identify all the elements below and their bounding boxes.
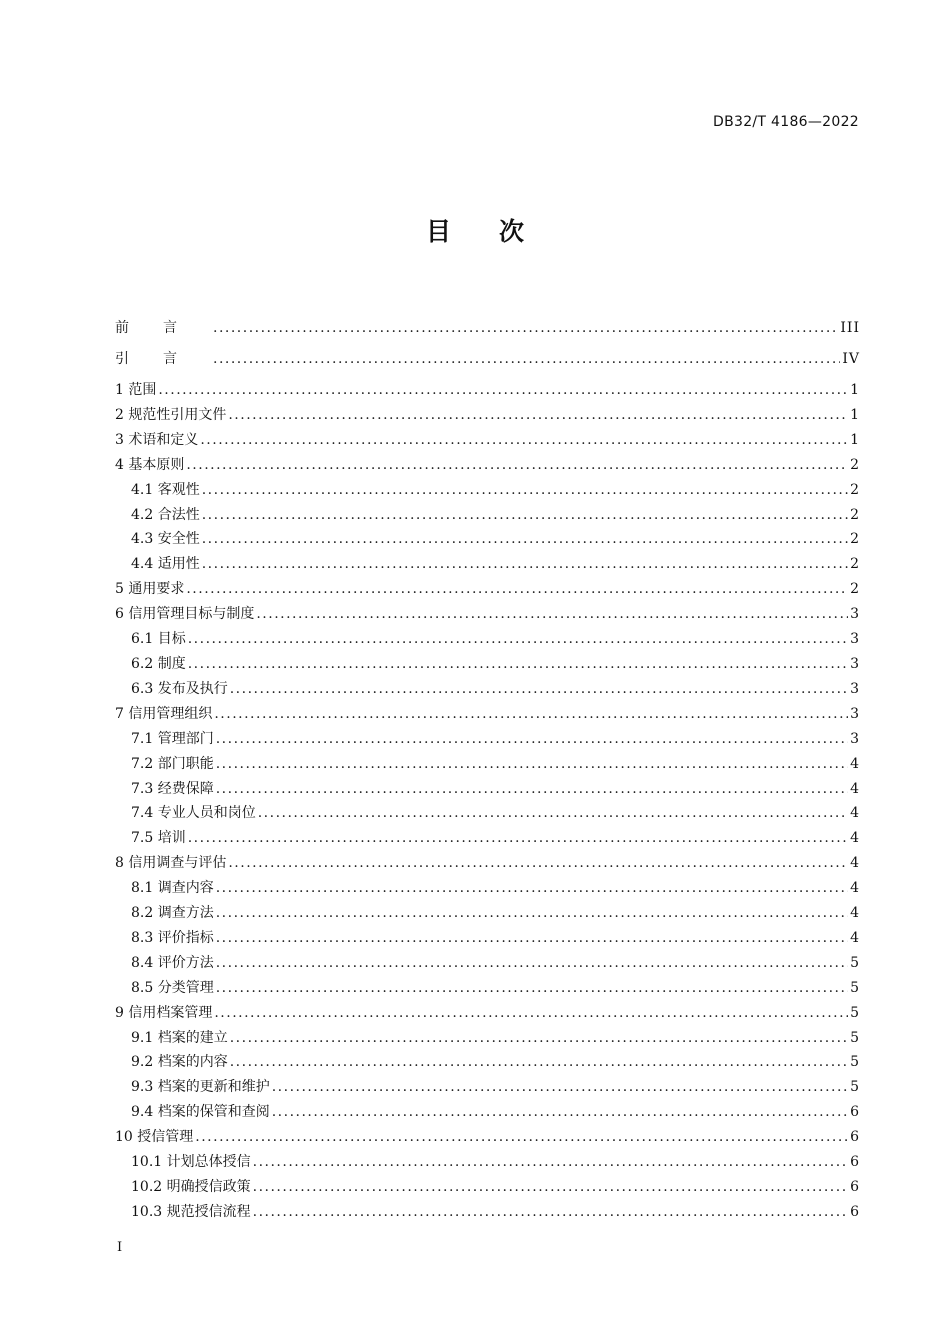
document-code: DB32/T 4186—2022: [713, 114, 859, 130]
toc-entry-page: 4: [850, 755, 860, 772]
toc-leader-dots: [216, 777, 848, 802]
toc-entry-label: 8.1 调查内容: [131, 880, 214, 897]
toc-entry-page: 4: [850, 855, 860, 872]
toc-entry-label: 9.1 档案的建立: [131, 1029, 228, 1046]
toc-entry-label: 7.1 管理部门: [131, 730, 214, 747]
toc-entry[interactable]: [115, 677, 860, 702]
toc-leader-dots: [228, 851, 848, 876]
toc-entry-page: 1: [850, 431, 860, 448]
footer-page-number: I: [117, 1240, 123, 1255]
toc-entry-page: 6: [850, 1129, 860, 1146]
toc-entry-page: 2: [850, 481, 860, 498]
toc-entry[interactable]: [115, 403, 860, 428]
toc-entry[interactable]: [115, 1001, 860, 1026]
toc-entry-page: 5: [850, 1079, 860, 1096]
toc-entry-label: 5 通用要求: [115, 581, 185, 598]
toc-entry-label: 9.4 档案的保管和查阅: [131, 1104, 270, 1121]
toc-entry-label: 8.2 调查方法: [131, 905, 214, 922]
toc-leader-dots: [200, 428, 848, 453]
toc-leader-dots: [272, 1100, 848, 1125]
toc-entry-page: 2: [850, 556, 860, 573]
toc-entry[interactable]: [115, 926, 860, 951]
toc-entry[interactable]: [115, 702, 860, 727]
toc-entry-page: 1: [850, 382, 860, 398]
toc-entry-page: 3: [850, 631, 860, 648]
toc-entry-page: 4: [850, 880, 860, 897]
toc-entry-label: 6.1 目标: [131, 631, 186, 648]
toc-entry-label: 10.3 规范授信流程: [131, 1203, 251, 1220]
toc-entry-page: 4: [850, 830, 860, 847]
toc-entry-label: 9.3 档案的更新和维护: [131, 1079, 270, 1096]
toc-entry[interactable]: [115, 428, 860, 453]
toc-entry-label: 8.5 分类管理: [131, 979, 214, 996]
toc-entry-page: III: [840, 320, 860, 336]
toc-entry-label: 3 术语和定义: [115, 431, 199, 448]
toc-entry[interactable]: [115, 851, 860, 876]
toc-leader-dots: [253, 1200, 848, 1225]
toc-entry-label: 8.4 评价方法: [131, 954, 214, 971]
toc-entry[interactable]: [115, 316, 860, 347]
toc-entry[interactable]: [115, 652, 860, 677]
toc-leader-dots: [202, 503, 848, 528]
toc-entry[interactable]: [115, 976, 860, 1001]
toc-entry[interactable]: [115, 453, 860, 478]
toc-leader-dots: [228, 403, 848, 428]
toc-entry-page: 1: [850, 406, 860, 423]
toc-leader-dots: [253, 1150, 848, 1175]
toc-entry-page: 2: [850, 456, 860, 473]
toc-entry-label: 7 信用管理组织: [115, 705, 213, 722]
toc-entry[interactable]: [115, 1100, 860, 1125]
toc-entry-page: 6: [850, 1104, 860, 1121]
toc-entry-page: 6: [850, 1179, 860, 1195]
toc-entry-label: 8.3 评价指标: [131, 929, 214, 946]
toc-entry-label: 7.4 专业人员和岗位: [131, 805, 256, 822]
toc-entry-page: 5: [850, 954, 860, 971]
toc-leader-dots: [202, 527, 848, 552]
toc-leader-dots: [272, 1075, 848, 1100]
toc-entry-label: 10.2 明确授信政策: [131, 1179, 251, 1195]
toc-leader-dots: [213, 347, 840, 371]
toc-entry-label: 1 范围: [115, 382, 157, 398]
toc-entry-label: 4 基本原则: [115, 456, 185, 473]
toc-entry[interactable]: [115, 1150, 860, 1175]
toc-entry[interactable]: [115, 801, 860, 826]
toc-leader-dots: [216, 752, 848, 777]
toc-leader-dots: [186, 577, 848, 602]
toc-leader-dots: [230, 677, 848, 702]
toc-entry-page: 5: [850, 1054, 860, 1071]
toc-entry-label: 4.2 合法性: [131, 506, 200, 523]
toc-entry[interactable]: [115, 901, 860, 926]
toc-entry-page: 2: [850, 531, 860, 548]
toc-entry-label: 6.3 发布及执行: [131, 680, 228, 697]
toc-entry-label: 4.4 适用性: [131, 556, 200, 573]
toc-leader-dots: [230, 1050, 848, 1075]
toc-entry-label: 7.5 培训: [131, 830, 186, 847]
toc-entry-label: 8 信用调查与评估: [115, 855, 227, 872]
toc-entry[interactable]: [115, 478, 860, 503]
toc-leader-dots: [195, 1125, 848, 1150]
toc-leader-dots: [214, 1001, 848, 1026]
toc-entry-page: 6: [850, 1203, 860, 1220]
toc-leader-dots: [216, 727, 848, 752]
toc-entry[interactable]: [115, 777, 860, 802]
toc-entry[interactable]: [115, 347, 860, 378]
toc-entry[interactable]: [115, 826, 860, 851]
toc-entry[interactable]: [115, 1200, 860, 1225]
toc-entry[interactable]: [115, 1125, 860, 1150]
toc-leader-dots: [256, 602, 848, 627]
toc-entry-label: 引言: [115, 351, 211, 367]
toc-entry-label: 7.3 经费保障: [131, 780, 214, 797]
toc-entry[interactable]: [115, 1075, 860, 1100]
toc-leader-dots: [216, 926, 848, 951]
toc-entry-page: IV: [842, 351, 860, 367]
toc-entry[interactable]: [115, 577, 860, 602]
toc-leader-dots: [214, 702, 848, 727]
toc-entry-label: 9.2 档案的内容: [131, 1054, 228, 1071]
toc-entry-label: 7.2 部门职能: [131, 755, 214, 772]
toc-leader-dots: [188, 627, 848, 652]
toc-entry[interactable]: [115, 527, 860, 552]
toc-entry-page: 3: [850, 705, 860, 722]
toc-entry-label: 10.1 计划总体授信: [131, 1154, 251, 1171]
toc-entry[interactable]: [115, 876, 860, 901]
toc-entry[interactable]: [115, 1026, 860, 1051]
toc-entry-label: 前言: [115, 320, 211, 336]
toc-leader-dots: [258, 801, 848, 826]
toc-entry-page: 4: [850, 780, 860, 797]
toc-entry-label: 6 信用管理目标与制度: [115, 606, 255, 623]
toc-entry[interactable]: [115, 378, 860, 403]
toc-entry-label: 4.1 客观性: [131, 481, 200, 498]
toc-entry-page: 2: [850, 506, 860, 523]
toc-entry-page: 2: [850, 581, 860, 598]
toc-entry[interactable]: [115, 727, 860, 752]
page-title: 目次: [425, 217, 572, 246]
toc-entry-page: 4: [850, 905, 860, 922]
toc-entry-label: 6.2 制度: [131, 655, 186, 672]
toc-leader-dots: [230, 1026, 848, 1051]
toc-entry[interactable]: [115, 503, 860, 528]
toc-leader-dots: [188, 826, 848, 851]
toc-leader-dots: [202, 478, 848, 503]
toc-entry-page: 3: [850, 655, 860, 672]
toc-entry[interactable]: [115, 602, 860, 627]
table-of-contents: [115, 316, 860, 1225]
toc-entry-page: 5: [850, 1004, 860, 1021]
toc-entry-page: 5: [850, 979, 860, 996]
toc-leader-dots: [216, 901, 848, 926]
toc-entry[interactable]: [115, 951, 860, 976]
toc-entry-page: 6: [850, 1154, 860, 1171]
toc-entry-page: 4: [850, 805, 860, 822]
toc-leader-dots: [253, 1175, 848, 1200]
toc-leader-dots: [216, 951, 848, 976]
toc-entry-label: 9 信用档案管理: [115, 1004, 213, 1021]
toc-entry-label: 2 规范性引用文件: [115, 406, 227, 423]
toc-entry[interactable]: [115, 627, 860, 652]
toc-leader-dots: [213, 316, 838, 340]
toc-entry-page: 3: [850, 730, 860, 747]
toc-entry-label: 10 授信管理: [115, 1129, 194, 1146]
toc-entry[interactable]: [115, 1175, 860, 1200]
toc-entry-label: 4.3 安全性: [131, 531, 200, 548]
toc-entry-page: 5: [850, 1029, 860, 1046]
toc-leader-dots: [158, 378, 848, 403]
toc-leader-dots: [188, 652, 848, 677]
toc-entry-page: 3: [850, 680, 860, 697]
toc-entry[interactable]: [115, 1050, 860, 1075]
toc-entry[interactable]: [115, 552, 860, 577]
toc-leader-dots: [216, 976, 848, 1001]
toc-entry-page: 4: [850, 929, 860, 946]
toc-leader-dots: [202, 552, 848, 577]
toc-leader-dots: [216, 876, 848, 901]
toc-entry-page: 3: [850, 606, 860, 623]
toc-leader-dots: [186, 453, 848, 478]
toc-entry[interactable]: [115, 752, 860, 777]
